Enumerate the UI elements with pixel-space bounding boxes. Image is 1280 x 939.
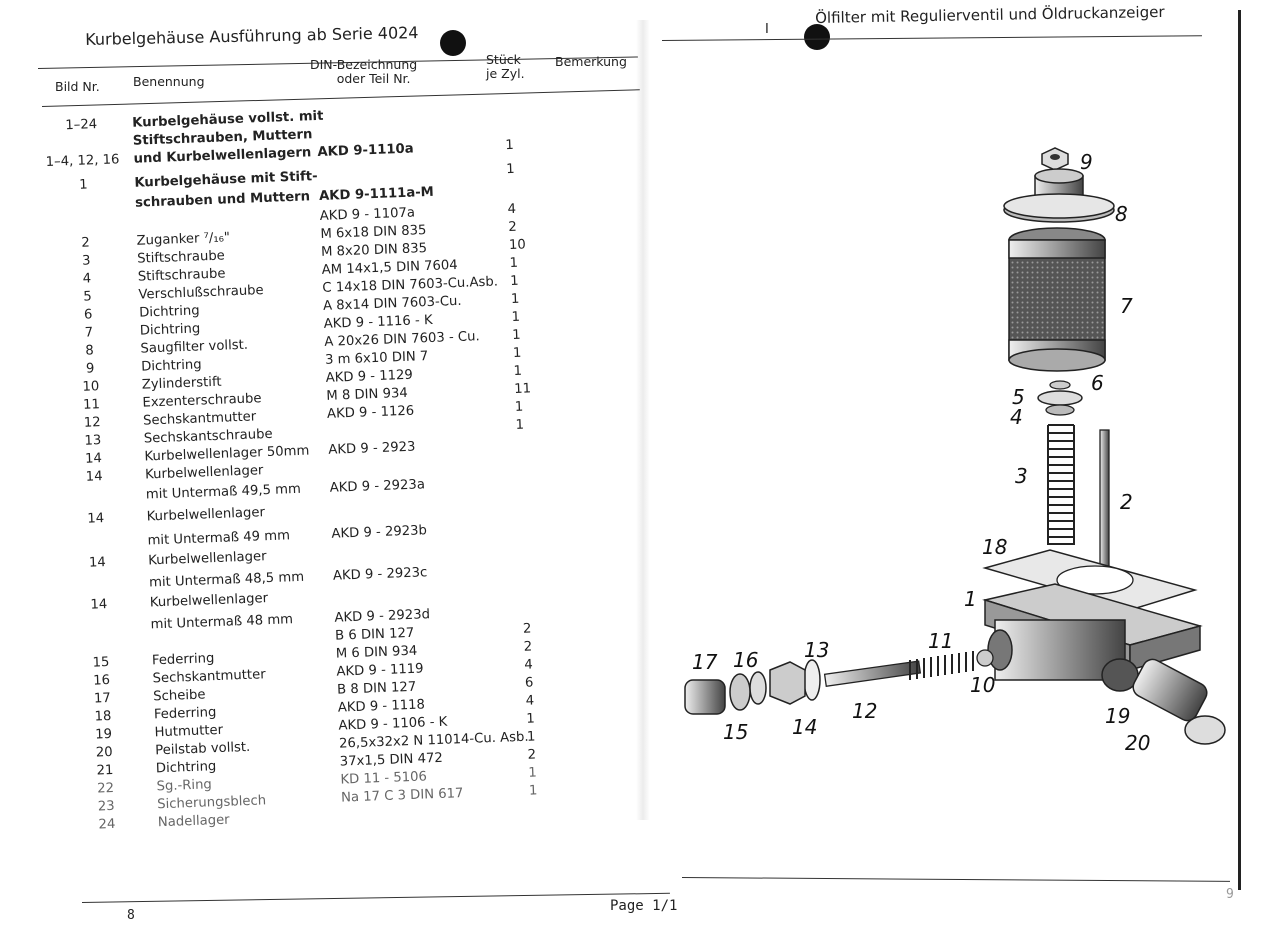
parts-table-row (59, 517, 579, 549)
parts-table-row (58, 493, 578, 527)
row-benennung: mit Untermaß 48 mm (150, 612, 294, 633)
row-bild: 19 (94, 726, 113, 743)
row-benennung: mit Untermaß 48,5 mm (148, 569, 305, 591)
row-benennung: Sechskantschraube (143, 426, 273, 447)
row-stueck: 1 (511, 309, 521, 325)
row-din-teil: AKD 9-1111a-M (318, 184, 435, 204)
header-din-line2: oder Teil Nr. (336, 71, 411, 86)
row-bild: 1–4, 12, 16 (45, 152, 120, 170)
row-din-teil: AKD 9 - 1118 (337, 697, 426, 716)
row-stueck: 1 (528, 765, 537, 781)
row-benennung: Kurbelgehäuse mit Stift- (134, 169, 318, 191)
row-bild: 23 (97, 798, 115, 815)
row-din-teil: AKD 9 - 2923d (334, 607, 431, 626)
callout-20: 20 (1125, 731, 1151, 755)
row-benennung: Stiftschraube (137, 266, 226, 285)
part-14-nut (770, 662, 805, 704)
row-bild: 5 (83, 289, 93, 305)
row-bild: 9 (85, 361, 95, 377)
row-din-teil: AKD 9-1110a (317, 141, 414, 160)
row-bild: 7 (84, 325, 94, 341)
row-din-teil: AKD 9 - 1116 - K (323, 312, 433, 332)
row-benennung: Kurbelwellenlager (148, 549, 267, 569)
row-benennung: Dichtring (155, 759, 217, 777)
row-bild: 17 (93, 690, 111, 707)
row-benennung: Dichtring (139, 321, 201, 339)
header-stueck (486, 53, 525, 81)
row-din-teil: AKD 9 - 1107a (319, 205, 416, 224)
row-stueck: 1 (515, 417, 525, 433)
row-din-teil: AKD 9 - 1119 (336, 661, 424, 680)
parts-table-row (70, 798, 590, 833)
part-13-ring (804, 660, 820, 700)
right-page-number: 9 (1226, 887, 1234, 902)
callout-15: 15 (723, 720, 749, 744)
row-bild (63, 635, 137, 638)
punch-hole-right (804, 24, 830, 50)
row-stueck: 1 (528, 783, 538, 799)
row-bild: 11 (82, 397, 101, 413)
parts-table-row (69, 780, 589, 815)
callout-14: 14 (792, 715, 818, 739)
row-benennung: Saugfilter vollst. (140, 337, 249, 357)
row-bild (58, 487, 132, 490)
row-bild: 18 (94, 708, 112, 725)
callout-1: 1 (964, 587, 977, 611)
row-din-teil: 3 m 6x10 DIN 7 (324, 349, 429, 368)
row-stueck: 10 (508, 237, 527, 254)
row-din-teil: A 8x14 DIN 7603-Cu. (322, 293, 462, 314)
row-benennung: Kurbelwellenlager (149, 591, 269, 611)
parts-table-row (56, 433, 576, 467)
callout-18: 18 (982, 535, 1008, 559)
row-bild: 13 (84, 433, 102, 449)
row-bild: 22 (96, 780, 115, 797)
row-benennung: und Kurbelwellenlagern (133, 145, 312, 167)
parts-table-row (62, 579, 582, 613)
left-page-title: Kurbelgehäuse Ausführung ab Serie 4024 (85, 23, 419, 49)
row-stueck: 4 (524, 657, 534, 673)
row-stueck: 2 (523, 639, 533, 655)
row-stueck: 1 (513, 363, 523, 379)
row-stueck: 1 (505, 137, 514, 154)
callout-10: 10 (970, 673, 996, 697)
callout-16: 16 (733, 648, 759, 672)
parts-table-row (61, 559, 581, 591)
part-4-stud (1046, 405, 1074, 415)
punch-hole-left (440, 30, 466, 56)
parts-table-row (63, 619, 583, 644)
header-bottom-rule (42, 89, 640, 107)
row-bild: 14 (85, 469, 103, 485)
part-8-filter-cap (1004, 169, 1114, 222)
part-5-plug-screw (1038, 391, 1082, 405)
page-indicator: Page 1/1 (610, 898, 678, 914)
row-benennung: mit Untermaß 49 mm (147, 528, 291, 549)
row-din-teil: AKD 9 - 2923a (329, 477, 426, 496)
row-benennung: Exzenterschraube (142, 391, 262, 411)
row-bild: 4 (82, 271, 92, 287)
row-benennung: Sicherungsblech (156, 793, 267, 813)
callout-6: 6 (1091, 371, 1104, 395)
part-16-nut (730, 674, 750, 710)
row-din-teil: AKD 9 - 1129 (325, 367, 414, 386)
parts-table-row (60, 537, 580, 571)
row-bild (61, 575, 135, 578)
row-stueck: 1 (512, 327, 521, 343)
row-bild: 16 (93, 672, 111, 689)
right-page-mark: I (765, 22, 769, 37)
row-bild: 20 (95, 744, 113, 761)
exploded-oil-filter-diagram (660, 140, 1230, 780)
row-bild: 14 (87, 511, 105, 527)
part-3-spring (1048, 425, 1074, 545)
row-din-teil: B 6 DIN 127 (334, 625, 415, 644)
row-bild (59, 533, 133, 536)
row-benennung: Stiftschrauben, Muttern (132, 127, 313, 149)
row-bild: 2 (81, 235, 91, 251)
row-benennung: Dichtring (140, 357, 202, 375)
row-din-teil: M 8 DIN 934 (326, 385, 409, 404)
row-bild: 3 (81, 253, 91, 269)
row-stueck: 1 (509, 255, 519, 272)
row-bild: 10 (82, 379, 100, 395)
row-bild (62, 617, 136, 620)
row-bild (47, 195, 121, 198)
row-benennung: Stiftschraube (136, 248, 226, 267)
row-benennung: Zuganker ⁷/₁₆" (136, 230, 231, 249)
right-page-edge (1238, 10, 1241, 890)
row-din-teil: AKD 9 - 2923c (332, 565, 428, 584)
part-15-spring-washer (750, 672, 766, 704)
row-benennung: mit Untermaß 49,5 mm (145, 481, 302, 503)
book-gutter-shadow (636, 20, 650, 820)
row-stueck: 6 (524, 675, 534, 691)
row-bild: 1 (79, 177, 88, 193)
row-stueck: 1 (526, 711, 536, 727)
row-din-teil: B 8 DIN 127 (336, 679, 417, 698)
row-stueck: 4 (525, 693, 535, 709)
row-stueck: 2 (508, 219, 517, 236)
header-bemerkung: Bemerkung (555, 54, 627, 69)
row-benennung: Sechskantmutter (152, 667, 266, 687)
row-benennung: Federring (153, 705, 217, 723)
row-bild: 1–24 (65, 117, 98, 134)
part-9-nut (1042, 148, 1068, 170)
part-7-suction-filter (1009, 228, 1105, 371)
callout-12: 12 (852, 699, 878, 723)
row-bild: 12 (83, 415, 101, 431)
row-stueck: 1 (510, 291, 520, 308)
row-benennung: Zylinderstift (141, 374, 222, 393)
row-bild: 24 (98, 816, 116, 833)
row-benennung: Verschlußschraube (138, 283, 264, 303)
row-bild: 21 (96, 762, 114, 779)
part-10-pin (977, 650, 993, 666)
part-12-screw (825, 661, 921, 686)
row-benennung: Kurbelgehäuse vollst. mit (131, 108, 324, 131)
row-stueck: 1 (505, 161, 515, 178)
row-benennung: schrauben und Muttern (134, 189, 311, 211)
callout-11: 11 (928, 629, 954, 653)
header-din (310, 58, 417, 86)
row-benennung: Kurbelwellenlager (144, 463, 264, 483)
row-stueck: 1 (526, 729, 536, 745)
left-page-number: 8 (127, 908, 135, 923)
row-stueck: 1 (512, 345, 522, 361)
row-din-teil: M 6x18 DIN 835 (320, 223, 427, 242)
row-bild: 14 (90, 597, 108, 613)
right-title-rule (662, 35, 1202, 41)
row-din-teil: AKD 9 - 2923b (331, 523, 428, 542)
row-benennung: Federring (151, 651, 215, 669)
row-din-teil: Na 17 C 3 DIN 617 (340, 786, 464, 806)
row-benennung: Kurbelwellenlager 50mm (144, 443, 310, 465)
left-footer-rule (82, 893, 670, 903)
callout-9: 9 (1080, 150, 1093, 174)
parts-table-row (62, 601, 582, 633)
parts-table-row (58, 471, 578, 503)
row-bild: 14 (84, 451, 103, 467)
header-din-line1: DIN-Bezeichnung (310, 57, 418, 72)
row-benennung: Sechskantmutter (142, 409, 257, 429)
row-stueck: 1 (514, 399, 524, 415)
parts-table-row (44, 99, 564, 134)
callout-5: 5 (1012, 385, 1025, 409)
header-stueck-line1: Stück (486, 52, 521, 67)
row-din-teil: AKD 9 - 2923 (328, 439, 416, 458)
row-benennung: Peilstab vollst. (154, 739, 251, 759)
row-benennung: Scheibe (153, 687, 206, 705)
row-bild: 8 (85, 343, 95, 359)
row-din-teil: AKD 9 - 1126 (326, 403, 415, 422)
row-bild: 6 (83, 307, 93, 323)
parts-table-row (57, 451, 577, 485)
row-bild: 14 (88, 555, 106, 571)
row-din-teil: AM 14x1,5 DIN 7604 (321, 257, 458, 278)
callout-8: 8 (1115, 202, 1128, 226)
row-stueck: 11 (513, 381, 532, 397)
row-din-teil: M 6 DIN 934 (335, 643, 418, 662)
row-stueck: 1 (510, 273, 519, 290)
part-17-cap-nut (685, 680, 725, 714)
row-stueck: 2 (527, 747, 537, 763)
row-benennung: Sg.-Ring (156, 777, 213, 795)
row-bild (48, 215, 122, 218)
header-benennung: Benennung (133, 74, 205, 89)
parts-table-row (46, 159, 566, 193)
row-benennung: Kurbelwellenlager (146, 505, 266, 525)
row-stueck: 4 (507, 201, 517, 218)
callout-4: 4 (1010, 405, 1023, 429)
row-din-teil: 37x1,5 DIN 472 (339, 750, 444, 770)
parts-table-row (55, 397, 575, 431)
header-bild: Bild Nr. (55, 79, 100, 94)
right-page-title: Ölfilter mit Regulierventil und Öldruckanzeiger (815, 2, 1165, 27)
row-benennung: Hutmutter (154, 722, 224, 741)
right-footer-rule (682, 877, 1230, 882)
row-din-teil: 26,5x32x2 N 11014-Cu. Asb. (338, 729, 529, 752)
callout-2: 2 (1120, 490, 1133, 514)
row-din-teil: KD 11 - 5106 (340, 769, 428, 788)
callout-13: 13 (804, 638, 830, 662)
row-din-teil: A 20x26 DIN 7603 - Cu. (324, 329, 480, 350)
row-din-teil: M 8x20 DIN 835 (320, 241, 428, 260)
part-6-seal-ring (1050, 381, 1070, 389)
callout-7: 7 (1120, 294, 1133, 318)
parts-table (44, 99, 564, 833)
row-din-teil: C 14x18 DIN 7603-Cu.Asb. (322, 274, 499, 296)
row-bild: 15 (92, 654, 110, 671)
callout-17: 17 (692, 650, 718, 674)
row-stueck: 2 (522, 621, 532, 637)
callout-3: 3 (1015, 464, 1028, 488)
row-benennung: Dichtring (138, 303, 200, 321)
header-stueck-line2: je Zyl. (486, 66, 525, 81)
callout-19: 19 (1105, 704, 1131, 728)
row-benennung: Nadellager (157, 812, 230, 831)
row-din-teil: AKD 9 - 1106 - K (338, 714, 448, 734)
